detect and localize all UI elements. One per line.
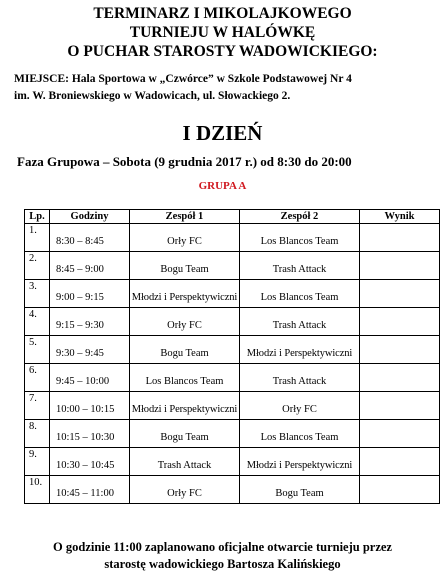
- venue-line-1: MIEJSCE: Hala Sportowa w „Czwórce” w Szkole Podstawowej Nr 4: [14, 73, 352, 85]
- cell-team2: Młodzi i Perspektywiczni: [240, 336, 360, 364]
- cell-time: 10:45 – 11:00: [50, 476, 130, 504]
- footer-note: [0, 539, 445, 573]
- table-row: [25, 392, 440, 420]
- cell-team1: Los Blancos Team: [130, 364, 240, 392]
- cell-team1: Bogu Team: [130, 336, 240, 364]
- cell-team1: Bogu Team: [130, 420, 240, 448]
- cell-time: 10:30 – 10:45: [50, 448, 130, 476]
- cell-team1: Orły FC: [130, 224, 240, 252]
- cell-time: 8:45 – 9:00: [50, 252, 130, 280]
- cell-team2: Trash Attack: [240, 308, 360, 336]
- cell-team1: Orły FC: [130, 308, 240, 336]
- column-header-lp: Lp.: [25, 210, 50, 224]
- group-label: GRUPA A: [198, 180, 247, 192]
- cell-lp: 7.: [25, 392, 50, 420]
- cell-result: [360, 308, 440, 336]
- table-row: [25, 448, 440, 476]
- cell-time: 9:15 – 9:30: [50, 308, 130, 336]
- table-row: [25, 476, 440, 504]
- cell-time: 10:00 – 10:15: [50, 392, 130, 420]
- phase-info: Faza Grupowa – Sobota (9 grudnia 2017 r.) od 8:30 do 20:00: [17, 154, 352, 169]
- schedule-table: [24, 209, 440, 504]
- table-row: [25, 420, 440, 448]
- cell-team2: Los Blancos Team: [240, 224, 360, 252]
- footer-line-2: starostę wadowickiego Bartosza Kalińskiego: [104, 557, 341, 571]
- venue-info: [14, 71, 439, 105]
- cell-lp: 9.: [25, 448, 50, 476]
- cell-team2: Los Blancos Team: [240, 280, 360, 308]
- document-title: [0, 4, 445, 61]
- cell-time: 8:30 – 8:45: [50, 224, 130, 252]
- table-header-row: [25, 210, 440, 224]
- cell-result: [360, 224, 440, 252]
- cell-team2: Orły FC: [240, 392, 360, 420]
- table-row: [25, 364, 440, 392]
- title-line-3: O PUCHAR STAROSTY WADOWICKIEGO:: [67, 43, 378, 60]
- table-row: [25, 308, 440, 336]
- column-header-result: Wynik: [360, 210, 440, 224]
- table-row: [25, 224, 440, 252]
- cell-lp: 6.: [25, 364, 50, 392]
- cell-result: [360, 252, 440, 280]
- column-header-time: Godziny: [50, 210, 130, 224]
- table-row: [25, 280, 440, 308]
- cell-lp: 2.: [25, 252, 50, 280]
- title-line-1: TERMINARZ I MIKOLAJKOWEGO: [93, 5, 352, 22]
- table-row: [25, 336, 440, 364]
- cell-lp: 3.: [25, 280, 50, 308]
- cell-result: [360, 476, 440, 504]
- cell-lp: 4.: [25, 308, 50, 336]
- cell-lp: 5.: [25, 336, 50, 364]
- title-line-2: TURNIEJU W HALÓWKĘ: [129, 24, 316, 41]
- cell-team2: Trash Attack: [240, 364, 360, 392]
- cell-time: 9:30 – 9:45: [50, 336, 130, 364]
- cell-team2: Bogu Team: [240, 476, 360, 504]
- cell-result: [360, 420, 440, 448]
- footer-line-1: O godzinie 11:00 zaplanowano oficjalne otwarcie turnieju przez: [53, 540, 392, 554]
- day-heading: I DZIEŃ: [182, 121, 263, 145]
- cell-result: [360, 364, 440, 392]
- cell-time: 9:45 – 10:00: [50, 364, 130, 392]
- cell-team1: Młodzi i Perspektywiczni: [130, 280, 240, 308]
- venue-line-2: im. W. Broniewskiego w Wadowicach, ul. Słowackiego 2.: [14, 90, 291, 102]
- cell-time: 10:15 – 10:30: [50, 420, 130, 448]
- cell-lp: 10.: [25, 476, 50, 504]
- cell-team1: Trash Attack: [130, 448, 240, 476]
- cell-team2: Młodzi i Perspektywiczni: [240, 448, 360, 476]
- cell-result: [360, 392, 440, 420]
- column-header-team2: Zespół 2: [240, 210, 360, 224]
- cell-team1: Bogu Team: [130, 252, 240, 280]
- cell-time: 9:00 – 9:15: [50, 280, 130, 308]
- column-header-team1: Zespół 1: [130, 210, 240, 224]
- cell-lp: 1.: [25, 224, 50, 252]
- cell-team1: Orły FC: [130, 476, 240, 504]
- cell-lp: 8.: [25, 420, 50, 448]
- cell-team2: Trash Attack: [240, 252, 360, 280]
- cell-result: [360, 448, 440, 476]
- cell-team2: Los Blancos Team: [240, 420, 360, 448]
- cell-team1: Młodzi i Perspektywiczni: [130, 392, 240, 420]
- cell-result: [360, 280, 440, 308]
- table-row: [25, 252, 440, 280]
- cell-result: [360, 336, 440, 364]
